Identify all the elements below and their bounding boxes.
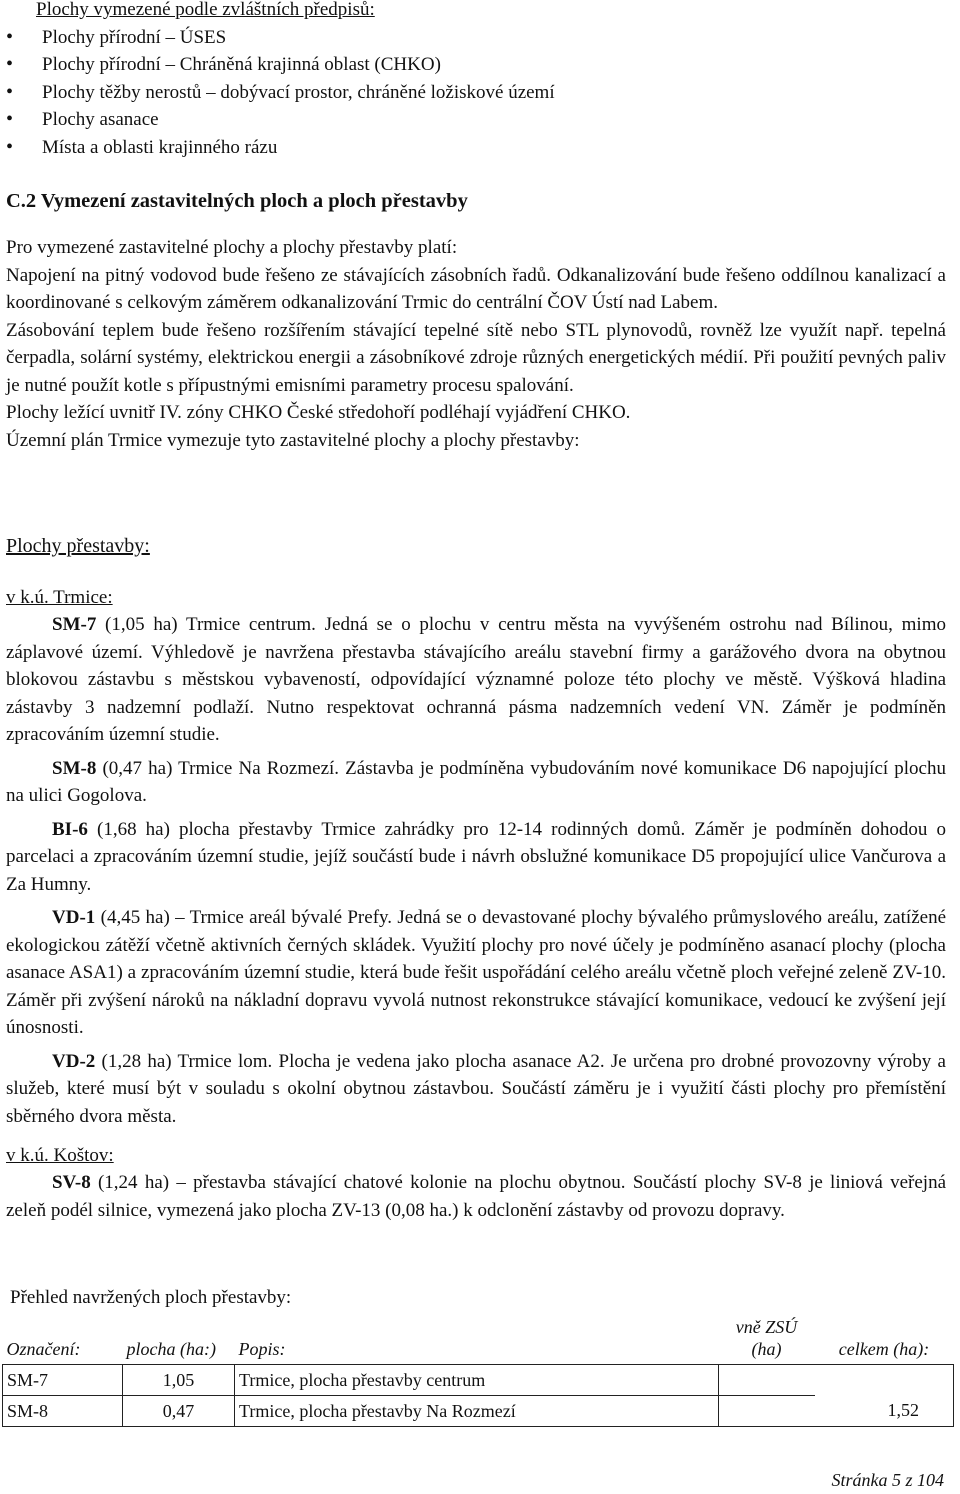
cell-celkem xyxy=(815,1365,954,1396)
area-code: VD-2 xyxy=(52,1050,96,1072)
area-description: (4,45 ha) – Trmice areál bývalé Prefy. Jedná se o devastované plochy bývalého průmyslového areálu, zatížené ekologickou zátěží včetně aktivních černých skládek. Využití plochy pro nové účely je podmíněno asanací plochy (plocha asanace ASA1) a zpracováním územní studie, která bude řešit uspořádání celého areálu včetně ploch veřejné zeleně ZV-10. Záměr při zvýšení nároků na nákladní dopravu vyvolá nutnost rekonstrukce stávající komunikace, vedoucí ke zvýšení její únosnosti. xyxy=(6,907,946,1038)
special-areas-title: Plochy vymezené podle zvláštních předpisů: xyxy=(36,0,375,20)
c2-body xyxy=(6,234,946,454)
cell-popis: Trmice, plocha přestavby centrum xyxy=(235,1365,719,1396)
summary-title: Přehled navržených ploch přestavby: xyxy=(10,1287,292,1308)
area-code: SM-8 xyxy=(52,757,97,779)
cell-popis: Trmice, plocha přestavby Na Rozmezí xyxy=(235,1396,719,1427)
cadastre-label-trmice: v k.ú. Trmice: xyxy=(6,587,113,608)
area-description: (1,05 ha) Trmice centrum. Jedná se o plochu v centru města na vyvýšeném ostrohu nad Bílinou, mimo záplavové území. Výhledově je navržena přestavba stávajícího areálu stavební firmy a garážového dvora na obytnou blokovou zástavbu s městskou vybaveností, odpovídající významné poloze této plochy ve městě. Výšková hladina zástavby 3 nadzemní podlaží. Nutno respektovat ochranná pásma nadzemních vedení VN. Záměr je podmíněn zpracováním územní studie. xyxy=(6,614,946,745)
c2-paragraph: Územní plán Trmice vymezuje tyto zastavitelné plochy a plochy přestavby: xyxy=(6,429,580,451)
c2-paragraph: Plochy ležící uvnitř IV. zóny CHKO České středohoří podléhají vyjádření CHKO. xyxy=(6,402,631,423)
area-item xyxy=(6,1048,946,1131)
area-description: (1,24 ha) – přestavba stávající chatové kolonie na plochu obytnou. Součástí plochy SV-8 je liniová veřejná zeleň podél silnice, vymezená jako plocha ZV-13 (0,08 ha.) k odclonění zástavby od provozu dopravy. xyxy=(6,1172,946,1221)
header-oznaceni: Označení: xyxy=(6,1339,81,1359)
trmice-areas-list xyxy=(6,611,946,1130)
area-description: (0,47 ha) Trmice Na Rozmezí. Zástavba je podmíněna vybudováním nové komunikace D6 napojující plochu na ulici Gogolova. xyxy=(6,757,946,806)
area-item xyxy=(6,816,946,899)
table-row xyxy=(3,1365,954,1396)
cell-celkem-total: 1,52 xyxy=(815,1396,954,1427)
plochy-prestavby-title: Plochy přestavby: xyxy=(6,535,150,557)
list-item: • Plochy přírodní – Chráněná krajinná oblast (CHKO) xyxy=(6,51,946,79)
list-item: • Místa a oblasti krajinného rázu xyxy=(6,134,946,162)
cell-oznaceni: SM-8 xyxy=(3,1396,123,1427)
cell-oznaceni: SM-7 xyxy=(3,1365,123,1396)
kostov-areas-list xyxy=(6,1169,946,1224)
list-item: • Plochy asanace xyxy=(6,106,946,134)
list-item: • Plochy přírodní – ÚSES xyxy=(6,24,946,52)
area-code: SM-7 xyxy=(52,614,97,635)
area-item xyxy=(6,1169,946,1224)
header-plocha: plocha (ha:) xyxy=(126,1339,216,1359)
table-row xyxy=(3,1396,954,1427)
summary-table xyxy=(2,1312,954,1427)
area-item xyxy=(6,904,946,1042)
cell-vne-zsu xyxy=(719,1365,815,1396)
c2-paragraph: Napojení na pitný vodovod bude řešeno ze stávajících zásobních řadů. Odkanalizování bude řešeno oddílnou kanalizací a koordinované s celkovým záměrem odkanalizování Trmic do centrální ČOV Ústí nad Labem. xyxy=(6,264,946,313)
special-areas-section xyxy=(6,0,946,161)
table-header-row xyxy=(3,1312,954,1365)
cell-plocha: 1,05 xyxy=(123,1365,235,1396)
header-popis: Popis: xyxy=(238,1339,286,1359)
area-description: (1,68 ha) plocha přestavby Trmice zahrádky pro 12-14 rodinných domů. Záměr je podmíněn dohodou o parcelaci a zpracováním územní studie, jejíž součástí bude i návrh obslužné komunikace D5 propojující ulice Vančurova a Za Humny. xyxy=(6,818,946,895)
cell-vne-zsu xyxy=(719,1396,815,1427)
area-item xyxy=(6,755,946,810)
area-item xyxy=(6,611,946,749)
c2-paragraph: Zásobování teplem bude řešeno rozšířením stávající tepelné sítě nebo STL plynovodů, rovněž lze využít např. tepelná čerpadla, solární systémy, elektrickou energii a zásobníkové zdroje různých energetických médií. Při použití pevných paliv je nutné použít kotle s přípustnými emisními parametry procesu spalování. xyxy=(6,319,946,396)
cell-plocha: 0,47 xyxy=(123,1396,235,1427)
header-vne-zsu: vně ZSÚ (ha) xyxy=(735,1317,798,1359)
cadastre-label-kostov: v k.ú. Koštov: xyxy=(6,1145,114,1166)
page-number: Stránka 5 z 104 xyxy=(831,1470,944,1490)
header-celkem: celkem (ha): xyxy=(838,1339,930,1359)
area-description: (1,28 ha) Trmice lom. Plocha je vedena jako plocha asanace A2. Je určena pro drobné provozovny výroby a služeb, které musí být v souladu s okolní obytnou zástavbou. Součástí záměru je i využití části plochy pro přemístění sběrného dvora města. xyxy=(6,1050,946,1127)
list-item: • Plochy těžby nerostů – dobývací prostor, chráněné ložiskové území xyxy=(6,79,946,107)
area-code: VD-1 xyxy=(52,907,96,928)
c2-intro: Pro vymezené zastavitelné plochy a plochy přestavby platí: xyxy=(6,237,458,258)
section-heading-c2: C.2 Vymezení zastavitelných ploch a ploch přestavby xyxy=(6,190,468,212)
area-code: SV-8 xyxy=(52,1172,91,1193)
special-areas-list xyxy=(6,24,946,162)
area-code: BI-6 xyxy=(52,818,88,840)
